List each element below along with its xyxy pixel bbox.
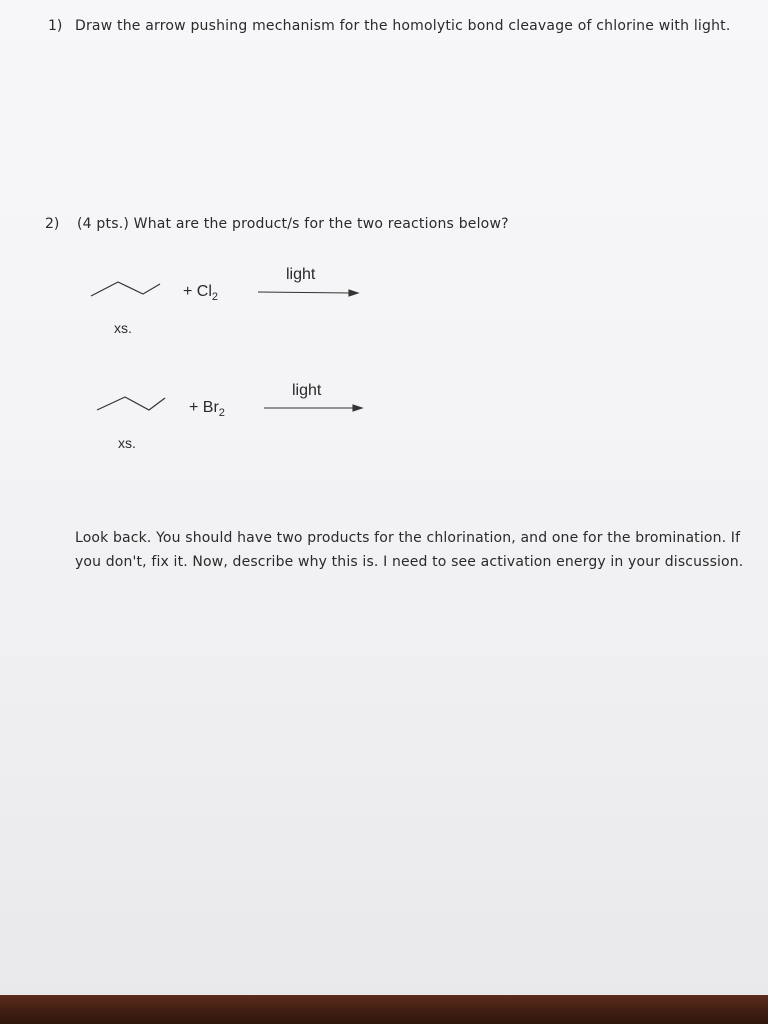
reaction-1-condition: light [286,266,316,283]
question-2-number: 2) [45,216,60,232]
reaction-2-excess-label: xs. [118,435,136,451]
reaction-arrow-1 [258,290,358,296]
question-1-number: 1) [48,18,63,34]
reaction-2-condition: light [292,382,322,399]
desk-surface [0,995,768,1024]
reaction-arrow-2 [264,405,362,411]
propane-structure-2 [97,397,165,410]
reaction-1-reagent: + $Cl_2$ [183,283,219,303]
reaction-1-excess-label: xs. [114,320,132,336]
propane-structure-1 [91,282,160,296]
question-1-text: Draw the arrow pushing mechanism for the homolytic bond cleavage of chlorine with light. [75,18,731,34]
reaction-2-reagent: + $Br_2$ [189,399,225,419]
followup-paragraph: Look back. You should have two products for the chlorination, and one for the bromination. If you don't, fix it. Now, describe why this is. I need to see activation energy in your discussion. [75,530,744,570]
question-2-text: (4 pts.) What are the product/s for the two reactions below? [77,216,509,232]
